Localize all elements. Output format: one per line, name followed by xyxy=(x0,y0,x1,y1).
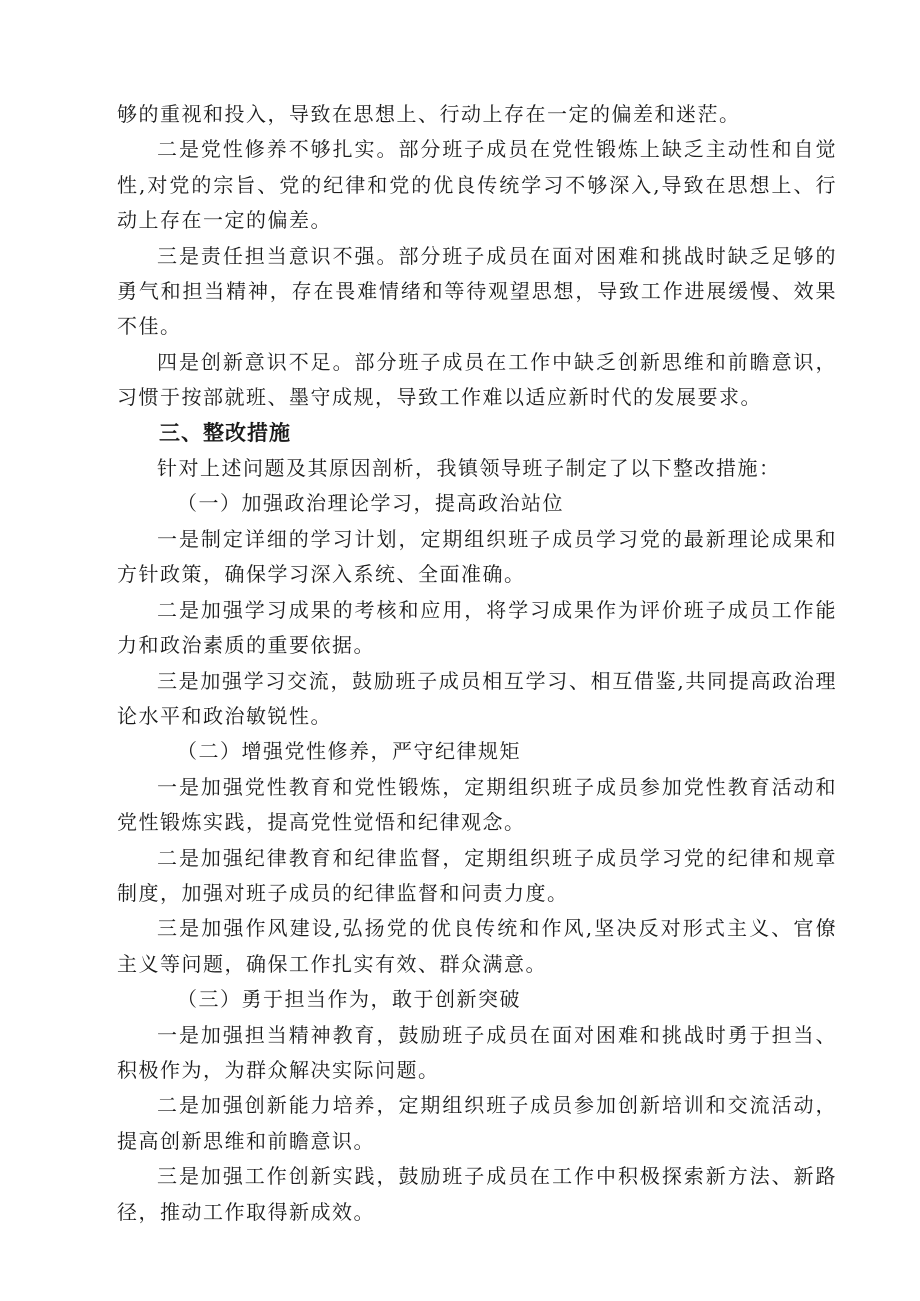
subheading-political-study: （一）加强政治理论学习，提高政治站位 xyxy=(177,491,564,516)
paragraph-innovation-practice: 三是加强工作创新实践，鼓励班子成员在工作中积极探索新方法、新路径，推动工作取得新成效。 xyxy=(117,1164,837,1224)
paragraph-responsibility: 三是责任担当意识不强。部分班子成员在面对困难和挑战时缺乏足够的勇气和担当精神，存在畏难情绪和等待观望思想，导致工作进展缓慢、效果不佳。 xyxy=(117,243,837,339)
paragraph-study-assessment: 二是加强学习成果的考核和应用，将学习成果作为评价班子成员工作能力和政治素质的重要依据。 xyxy=(117,597,837,658)
subheading-responsibility-innovation: （三）勇于担当作为，敢于创新突破 xyxy=(177,987,521,1012)
paragraph-innovation: 四是创新意识不足。部分班子成员在工作中缺乏创新思维和前瞻意识，习惯于按部就班、墨守成规，导致工作难以适应新时代的发展要求。 xyxy=(117,349,837,410)
paragraph-party-education: 一是加强党性教育和党性锻炼，定期组织班子成员参加党性教育活动和党性锻炼实践，提高党性觉悟和纪律观念。 xyxy=(117,774,837,835)
paragraph-responsibility-education: 一是加强担当精神教育，鼓励班子成员在面对困难和挑战时勇于担当、积极作为，为群众解决实际问题。 xyxy=(117,1022,837,1082)
paragraph-study-exchange: 三是加强学习交流，鼓励班子成员相互学习、相互借鉴,共同提高政治理论水平和政治敏锐性。 xyxy=(117,668,837,728)
paragraph-party-cultivation: 二是党性修养不够扎实。部分班子成员在党性锻炼上缺乏主动性和自觉性,对党的宗旨、党的纪律和党的优良传统学习不够深入,导致在思想上、行动上存在一定的偏差。 xyxy=(117,137,837,233)
paragraph-intro-measures: 针对上述问题及其原因剖析，我镇领导班子制定了以下整改措施： xyxy=(157,456,781,481)
subheading-party-discipline: （二）增强党性修养，严守纪律规矩 xyxy=(177,739,521,764)
paragraph-continuation: 够的重视和投入，导致在思想上、行动上存在一定的偏差和迷茫。 xyxy=(117,102,741,126)
paragraph-innovation-training: 二是加强创新能力培养，定期组织班子成员参加创新培训和交流活动，提高创新思维和前瞻意识。 xyxy=(117,1093,837,1153)
paragraph-study-plan: 一是制定详细的学习计划，定期组织班子成员学习党的最新理论成果和方针政策，确保学习深入系统、全面准确。 xyxy=(117,526,837,587)
section-heading-rectification: 三、整改措施 xyxy=(159,420,291,445)
paragraph-work-style: 三是加强作风建设,弘扬党的优良传统和作风,坚决反对形式主义、官僚主义等问题，确保工作扎实有效、群众满意。 xyxy=(117,916,837,976)
paragraph-discipline-supervision: 二是加强纪律教育和纪律监督，定期组织班子成员学习党的纪律和规章制度，加强对班子成员的纪律监督和问责力度。 xyxy=(117,845,837,905)
document-body xyxy=(117,97,837,1230)
